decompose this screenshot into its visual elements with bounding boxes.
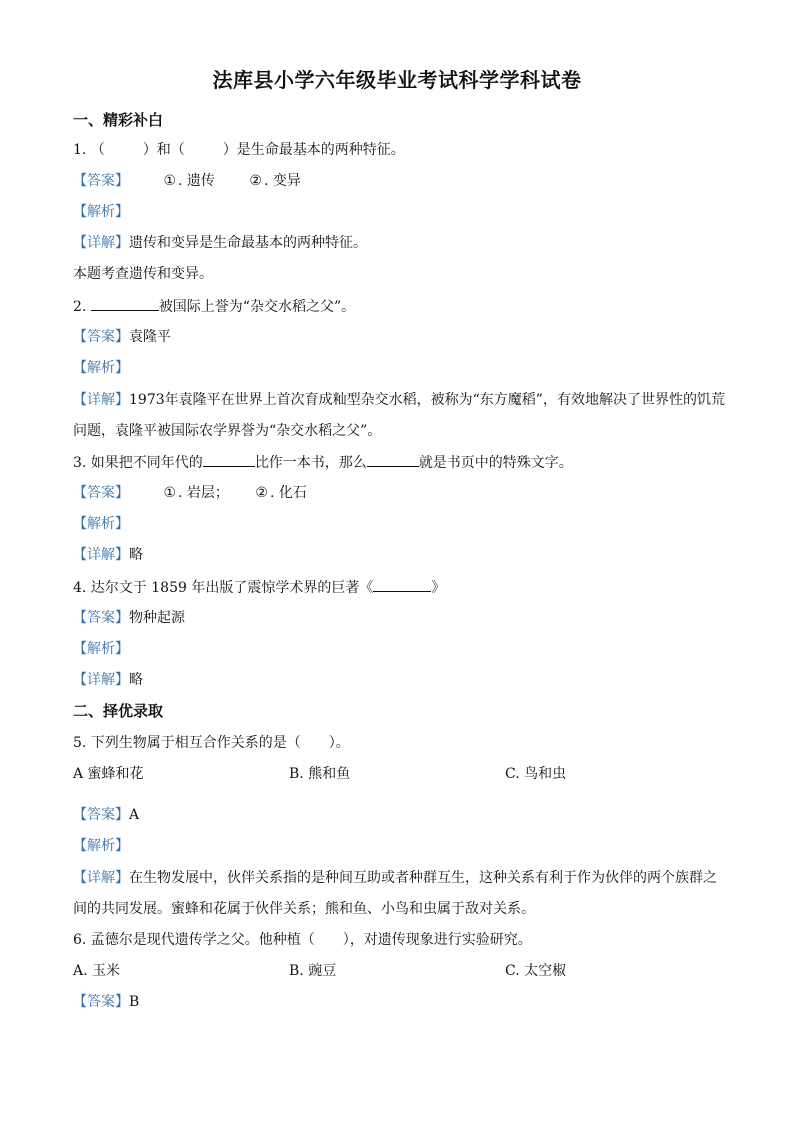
detail-label: 【详解】 (73, 672, 129, 688)
analysis-row-5 (73, 836, 129, 856)
detail-label: 【详解】 (73, 870, 129, 886)
detail-row-1 (73, 233, 367, 253)
fill-blank (91, 296, 159, 311)
option-a: A. 玉米 (73, 963, 121, 979)
analysis-row-1 (73, 202, 129, 222)
detail-label: 【详解】 (73, 392, 129, 408)
answer-label: 【答案】 (73, 173, 129, 189)
option-a: A 蜜蜂和花 (73, 766, 144, 782)
answer-label: 【答案】 (73, 485, 129, 501)
question-6: 6. 孟德尔是现代遗传学之父。他种植（ ），对遗传现象进行实验研究。 (73, 932, 532, 948)
detail-row-3 (73, 545, 143, 565)
question-4-text-b: 》 (431, 580, 446, 596)
answer-value-1: . 岩层； (178, 485, 229, 501)
answer-marker-1: ① (163, 485, 177, 501)
section-heading-2: 二、择优录取 (73, 702, 164, 720)
fill-blank (373, 577, 431, 592)
detail-row-5-cont: 间的共同发展。蜜蜂和花属于伙伴关系；熊和鱼、小鸟和虫属于敌对关系。 (73, 901, 535, 917)
detail-row-2-cont: 问题，袁隆平被国际农学界誉为“杂交水稻之父”。 (73, 423, 382, 439)
detail-row-2 (73, 390, 725, 410)
answer-row-1 (73, 171, 301, 191)
option-c: C. 鸟和虫 (505, 766, 567, 782)
answer-label: 【答案】 (73, 329, 129, 345)
question-1-text-a: 1. （ (73, 142, 105, 158)
answer-value: 物种起源 (129, 610, 185, 626)
answer-value: B (129, 994, 140, 1010)
analysis-label: 【解析】 (73, 360, 129, 376)
question-1-text-c: ）是生命最基本的两种特征。 (222, 142, 405, 158)
detail-text-line-1: 在生物发展中，伙伴关系指的是种间互助或者种群互生，这种关系有利于作为伙伴的两个族群之 (129, 870, 717, 886)
option-b: B. 熊和鱼 (289, 766, 351, 782)
answer-value-2: . 化石 (269, 485, 307, 501)
question-2 (73, 296, 355, 317)
note-row-1: 本题考查遗传和变异。 (73, 266, 213, 282)
analysis-row-4 (73, 639, 129, 659)
answer-marker-2: ② (249, 173, 262, 189)
analysis-row-2 (73, 358, 129, 378)
option-c: C. 太空椒 (505, 963, 567, 979)
detail-text: 略 (129, 547, 143, 563)
analysis-label: 【解析】 (73, 838, 129, 854)
question-4-text-a: 4. 达尔文于 1859 年出版了震惊学术界的巨著《 (73, 580, 374, 596)
answer-value-2: . 变异 (263, 173, 301, 189)
analysis-label: 【解析】 (73, 204, 129, 220)
detail-label: 【详解】 (73, 235, 129, 251)
answer-row-6 (73, 992, 139, 1012)
answer-value-1: . 遗传 (178, 173, 215, 189)
question-3-text-a: 3. 如果把不同年代的 (73, 455, 203, 471)
question-1 (73, 140, 405, 160)
fill-blank (367, 452, 419, 467)
answer-label: 【答案】 (73, 610, 129, 626)
detail-text: 遗传和变异是生命最基本的两种特征。 (129, 235, 367, 251)
answer-row-2 (73, 327, 171, 347)
question-4 (73, 577, 445, 598)
answer-label: 【答案】 (73, 994, 129, 1010)
answer-row-5 (73, 805, 139, 825)
question-5: 5. 下列生物属于相互合作关系的是（ ）。 (73, 735, 350, 751)
fill-blank (203, 452, 255, 467)
analysis-row-3 (73, 514, 129, 534)
question-2-text: 被国际上誉为“杂交水稻之父”。 (158, 299, 356, 315)
answer-value: A (129, 807, 140, 823)
detail-label: 【详解】 (73, 547, 129, 563)
question-3-text-c: 就是书页中的特殊文字。 (418, 455, 573, 471)
detail-text-line-1: 1973年袁隆平在世界上首次育成籼型杂交水稻，被称为“东方魔稻”，有效地解决了世界性的饥荒 (129, 392, 725, 408)
answer-marker-1: ① (163, 173, 177, 189)
detail-row-4 (73, 670, 143, 690)
analysis-label: 【解析】 (73, 516, 129, 532)
question-1-text-b: ）和（ (142, 142, 185, 158)
answer-marker-2: ② (255, 485, 268, 501)
answer-row-3 (73, 483, 307, 503)
detail-row-5 (73, 868, 717, 888)
answer-label: 【答案】 (73, 807, 129, 823)
page-title: 法库县小学六年级毕业考试科学学科试卷 (212, 68, 582, 92)
question-2-number: 2. (73, 299, 87, 315)
answer-row-4 (73, 608, 185, 628)
question-3-text-b: 比作一本书，那么 (254, 455, 367, 471)
analysis-label: 【解析】 (73, 641, 129, 657)
question-3 (73, 452, 573, 473)
section-heading-1: 一、精彩补白 (73, 111, 164, 129)
answer-value: 袁隆平 (129, 329, 171, 345)
option-b: B. 豌豆 (289, 963, 337, 979)
detail-text: 略 (129, 672, 143, 688)
